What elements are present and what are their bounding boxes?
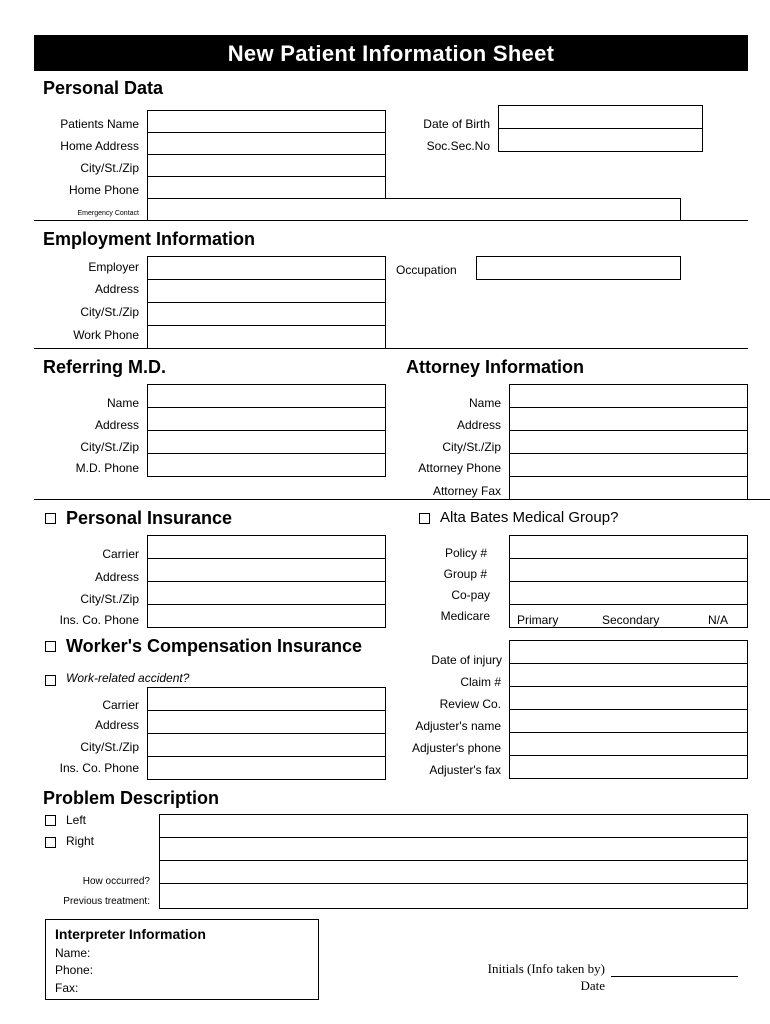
ins-phone-field[interactable] (147, 604, 386, 628)
wc-city-field[interactable] (147, 733, 386, 757)
employer-city-label: City/St./Zip (80, 305, 139, 319)
adjuster-phone-field[interactable] (509, 732, 748, 756)
how-occurred-label: How occurred? (82, 876, 150, 887)
md-name-label: Name (106, 396, 139, 410)
claim-field[interactable] (509, 663, 748, 687)
section-divider (34, 220, 748, 221)
employer-address-label: Address (94, 282, 139, 296)
attorney-name-field[interactable] (509, 384, 748, 408)
attorney-heading: Attorney Information (406, 357, 584, 377)
initials-label: Initials (Info taken by) (487, 961, 605, 976)
ins-city-field[interactable] (147, 581, 386, 605)
attorney-address-field[interactable] (509, 407, 748, 431)
referring-md-heading: Referring M.D. (43, 357, 167, 377)
review-co-field[interactable] (509, 686, 748, 710)
date-label: Date (580, 978, 605, 993)
attorney-city-field[interactable] (509, 430, 748, 454)
interpreter-name-label: Name: (55, 946, 91, 960)
review-co-label: Review Co. (439, 697, 501, 711)
attorney-name-label: Name (468, 396, 501, 410)
md-name-field[interactable] (147, 384, 386, 408)
md-address-field[interactable] (147, 407, 386, 431)
emergency-contact-label: Emergency Contact (77, 210, 139, 217)
ssn-field[interactable] (498, 128, 703, 152)
attorney-city-label: City/St./Zip (442, 440, 501, 454)
ins-address-label: Address (94, 570, 139, 584)
title-bar (34, 35, 748, 71)
interpreter-fax-label: Fax: (55, 981, 79, 995)
personal-insurance-heading: Personal Insurance (66, 508, 233, 528)
problem-heading: Problem Description (43, 788, 220, 808)
home-phone-field[interactable] (147, 176, 386, 199)
employment-heading: Employment Information (43, 229, 256, 249)
wc-carrier-label: Carrier (102, 698, 139, 712)
ssn-label: Soc.Sec.No (426, 139, 490, 153)
problem-line-1[interactable] (159, 814, 748, 838)
interpreter-phone-label: Phone: (55, 963, 94, 977)
workers-comp-checkbox[interactable] (45, 641, 56, 652)
occupation-label: Occupation (396, 263, 457, 277)
occupation-field[interactable] (476, 256, 681, 280)
group-label: Group # (443, 567, 487, 581)
date-injury-field[interactable] (509, 640, 748, 664)
home-address-label: Home Address (60, 139, 139, 153)
group-field[interactable] (509, 558, 748, 582)
md-phone-label: M.D. Phone (75, 461, 139, 475)
employer-city-field[interactable] (147, 302, 386, 326)
ins-carrier-field[interactable] (147, 535, 386, 559)
alta-bates-checkbox[interactable] (419, 513, 430, 524)
medicare-primary-option[interactable]: Primary (517, 613, 559, 627)
city-field[interactable] (147, 154, 386, 177)
adjuster-phone-label: Adjuster's phone (411, 741, 501, 755)
workers-comp-heading: Worker's Compensation Insurance (66, 636, 363, 656)
interpreter-heading: Interpreter Information (55, 926, 206, 942)
previous-treatment-field[interactable] (159, 883, 748, 909)
adjuster-fax-label: Adjuster's fax (429, 763, 501, 777)
wc-address-field[interactable] (147, 710, 386, 734)
home-phone-label: Home Phone (68, 183, 139, 197)
left-checkbox[interactable] (45, 815, 56, 826)
initials-line[interactable] (611, 976, 738, 977)
adjuster-name-field[interactable] (509, 709, 748, 733)
medicare-na-option[interactable]: N/A (708, 613, 729, 627)
dob-label: Date of Birth (423, 117, 490, 131)
md-city-label: City/St./Zip (80, 440, 139, 454)
claim-label: Claim # (460, 675, 501, 689)
home-address-field[interactable] (147, 132, 386, 155)
wc-phone-field[interactable] (147, 756, 386, 780)
patients-name-field[interactable] (147, 110, 386, 133)
attorney-fax-field[interactable] (509, 476, 748, 500)
ins-carrier-label: Carrier (102, 547, 139, 561)
employer-address-field[interactable] (147, 279, 386, 303)
attorney-address-label: Address (456, 418, 501, 432)
adjuster-fax-field[interactable] (509, 755, 748, 779)
emergency-contact-field[interactable] (147, 198, 681, 221)
work-phone-field[interactable] (147, 325, 386, 349)
policy-label: Policy # (444, 546, 487, 560)
patients-name-label: Patients Name (60, 117, 139, 131)
alta-bates-label: Alta Bates Medical Group? (440, 509, 619, 526)
section-divider (34, 499, 770, 500)
wc-phone-label: Ins. Co. Phone (59, 761, 139, 775)
dob-field[interactable] (498, 105, 703, 129)
md-phone-field[interactable] (147, 453, 386, 477)
ins-city-label: City/St./Zip (80, 592, 139, 606)
employer-field[interactable] (147, 256, 386, 280)
copay-label: Co-pay (451, 588, 490, 602)
employer-label: Employer (88, 260, 139, 274)
work-related-checkbox[interactable] (45, 675, 56, 686)
previous-treatment-label: Previous treatment: (63, 896, 150, 907)
wc-address-label: Address (94, 718, 139, 732)
medicare-label: Medicare (440, 609, 490, 623)
wc-city-label: City/St./Zip (80, 740, 139, 754)
copay-field[interactable] (509, 581, 748, 605)
attorney-phone-label: Attorney Phone (418, 461, 501, 475)
policy-field[interactable] (509, 535, 748, 559)
md-city-field[interactable] (147, 430, 386, 454)
attorney-phone-field[interactable] (509, 453, 748, 477)
work-related-label: Work-related accident? (66, 671, 190, 685)
ins-address-field[interactable] (147, 558, 386, 582)
right-checkbox[interactable] (45, 837, 56, 848)
adjuster-name-label: Adjuster's name (415, 719, 501, 733)
md-address-label: Address (94, 418, 139, 432)
how-occurred-field[interactable] (159, 860, 748, 884)
work-phone-label: Work Phone (73, 328, 139, 342)
page-title: New Patient Information Sheet (227, 41, 555, 66)
problem-line-2[interactable] (159, 837, 748, 861)
left-label: Left (66, 813, 87, 827)
city-label: City/St./Zip (80, 161, 139, 175)
attorney-fax-label: Attorney Fax (432, 484, 501, 498)
section-divider (34, 348, 748, 349)
personal-insurance-checkbox[interactable] (45, 513, 56, 524)
wc-carrier-field[interactable] (147, 687, 386, 711)
date-injury-label: Date of injury (431, 653, 502, 667)
ins-phone-label: Ins. Co. Phone (59, 613, 139, 627)
right-label: Right (66, 834, 95, 848)
medicare-secondary-option[interactable]: Secondary (602, 613, 660, 627)
personal-data-heading: Personal Data (43, 78, 164, 98)
